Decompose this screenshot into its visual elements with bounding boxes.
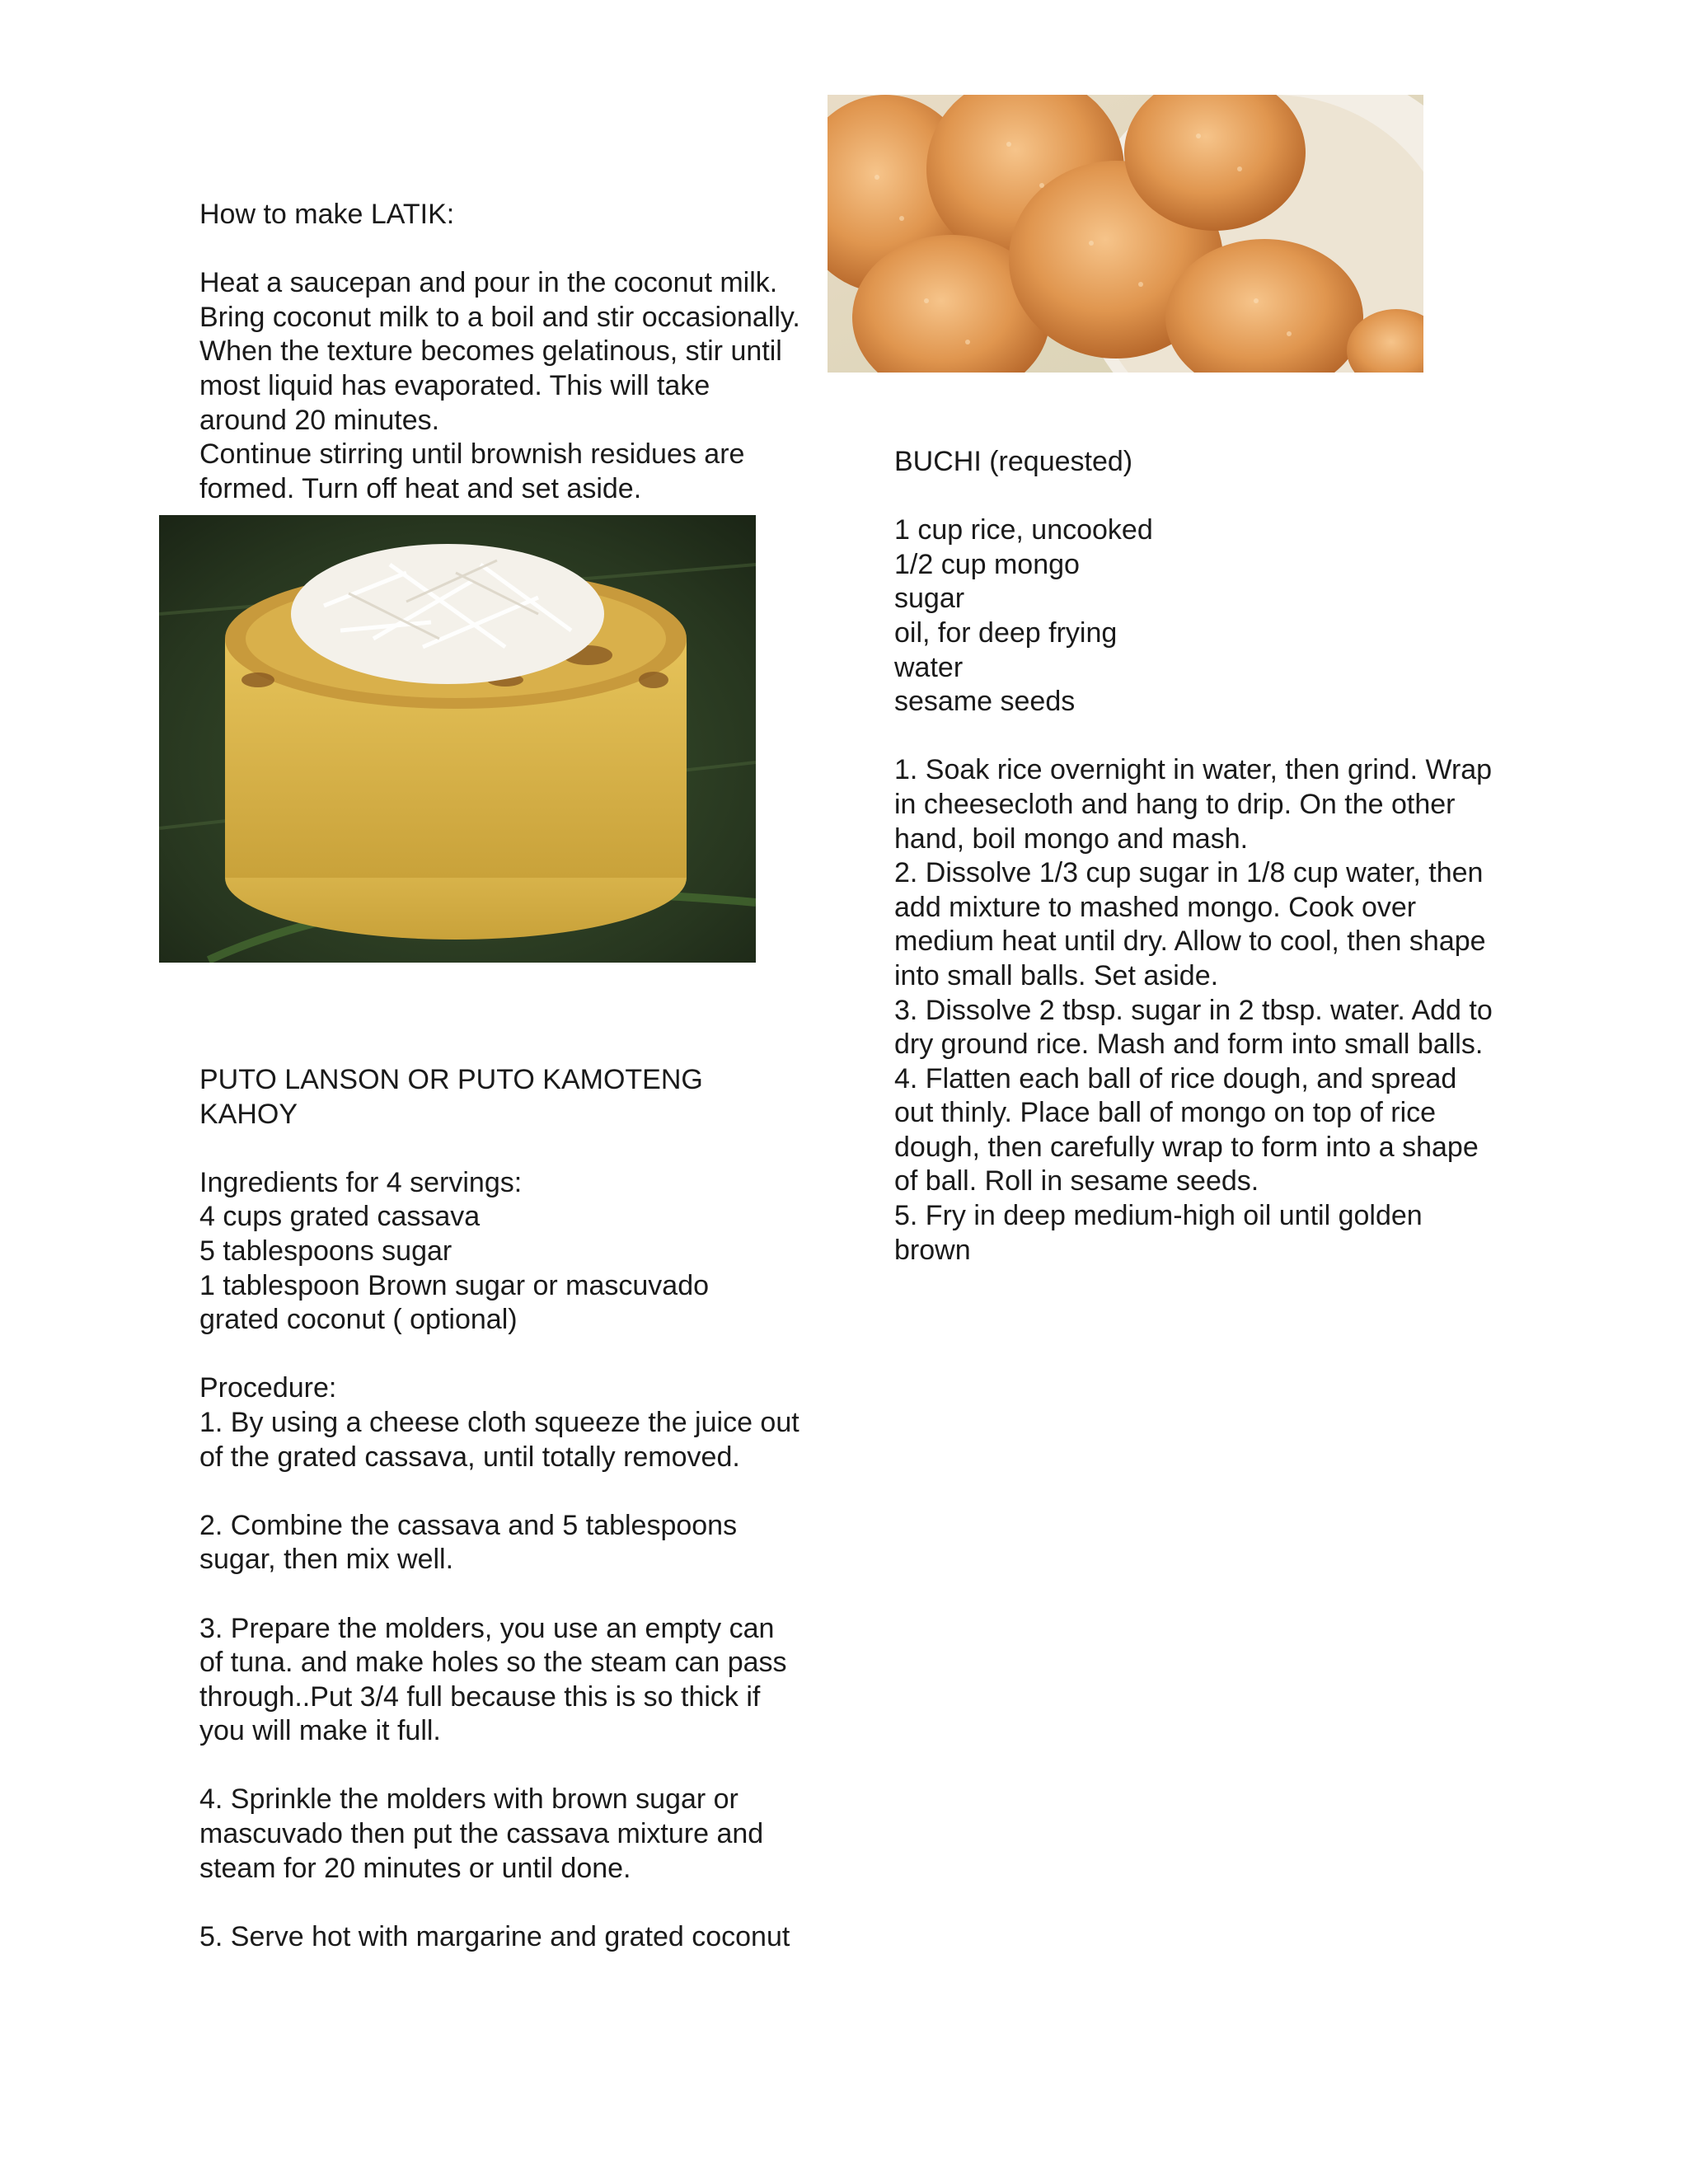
blank-line xyxy=(199,1474,809,1509)
procedure-step: 1. Soak rice overnight in water, then grind. Wrap xyxy=(894,754,1493,786)
procedure-step: 3. Prepare the molders, you use an empty can xyxy=(199,1612,775,1644)
procedure-step: 2. Dissolve 1/3 cup sugar in 1/8 cup water, then xyxy=(894,857,1484,889)
buchi-photo xyxy=(828,95,1423,373)
blank-line xyxy=(894,719,1529,754)
latik-line: Bring coconut milk to a boil and stir occasionally. xyxy=(199,301,800,333)
procedure-step: sugar, then mix well. xyxy=(199,1544,454,1576)
blank-line xyxy=(894,480,1529,514)
blank-line xyxy=(199,1886,809,1920)
procedure-step: medium heat until dry. Allow to cool, then shape xyxy=(894,926,1486,958)
latik-line: most liquid has evaporated. This will take xyxy=(199,369,710,401)
ingredient-item: water xyxy=(894,651,964,683)
procedure-step: of tuna. and make holes so the steam can pass xyxy=(199,1647,787,1679)
blank-line xyxy=(199,1749,809,1783)
latik-line: formed. Turn off heat and set aside. xyxy=(199,472,642,504)
ingredients-header: Ingredients for 4 servings: xyxy=(199,1166,523,1198)
puto-title: KAHOY xyxy=(199,1098,298,1130)
latik-line: around 20 minutes. xyxy=(199,404,440,436)
procedure-step: of the grated cassava, until totally removed. xyxy=(199,1441,740,1473)
ingredient-item: 1 cup rice, uncooked xyxy=(894,514,1153,546)
latik-line: When the texture becomes gelatinous, stir until xyxy=(199,335,782,368)
buchi-section xyxy=(894,445,1529,1268)
latik-line: Heat a saucepan and pour in the coconut milk. xyxy=(199,267,778,299)
procedure-step: mascuvado then put the cassava mixture and xyxy=(199,1818,764,1850)
procedure-step: out thinly. Place ball of mongo on top of rice xyxy=(894,1097,1437,1129)
ingredient-item: sesame seeds xyxy=(894,686,1076,718)
procedure-step: of ball. Roll in sesame seeds. xyxy=(894,1165,1259,1197)
puto-title: PUTO LANSON OR PUTO KAMOTENG xyxy=(199,1064,703,1095)
procedure-step: 2. Combine the cassava and 5 tablespoons xyxy=(199,1509,738,1541)
procedure-step: add mixture to mashed mongo. Cook over xyxy=(894,891,1417,923)
procedure-step: 1. By using a cheese cloth squeeze the juice out xyxy=(199,1406,799,1438)
procedure-step: steam for 20 minutes or until done. xyxy=(199,1852,631,1884)
procedure-step: 3. Dissolve 2 tbsp. sugar in 2 tbsp. water. Add to xyxy=(894,994,1493,1026)
procedure-step: through..Put 3/4 full because this is so thick if xyxy=(199,1680,761,1713)
blank-line xyxy=(199,1577,809,1612)
ingredient-item: sugar xyxy=(894,583,965,615)
latik-line: Continue stirring until brownish residues are xyxy=(199,438,745,471)
buchi-title: BUCHI (requested) xyxy=(894,446,1133,477)
procedure-step: in cheesecloth and hang to drip. On the other xyxy=(894,788,1456,820)
ingredient-item: 1 tablespoon Brown sugar or mascuvado xyxy=(199,1269,710,1301)
blank-line xyxy=(199,1338,809,1372)
procedure-step: 4. Flatten each ball of rice dough, and spread xyxy=(894,1062,1457,1094)
ingredient-item: 5 tablespoons sugar xyxy=(199,1235,452,1267)
puto-photo xyxy=(159,515,756,963)
procedure-step: dry ground rice. Mash and form into small balls. xyxy=(894,1029,1484,1061)
procedure-step: hand, boil mongo and mash. xyxy=(894,823,1249,855)
procedure-step: 5. Serve hot with margarine and grated coconut xyxy=(199,1920,790,1952)
procedure-step: dough, then carefully wrap to form into a shape xyxy=(894,1131,1479,1163)
puto-section xyxy=(199,1063,809,1954)
latik-section xyxy=(199,198,809,506)
procedure-step: 5. Fry in deep medium-high oil until golden xyxy=(894,1200,1423,1232)
ingredient-item: 1/2 cup mongo xyxy=(894,548,1080,580)
procedure-step: you will make it full. xyxy=(199,1715,441,1747)
blank-line xyxy=(199,1132,809,1166)
blank-line xyxy=(199,232,809,267)
procedure-step: into small balls. Set aside. xyxy=(894,959,1219,991)
procedure-step: 4. Sprinkle the molders with brown sugar or xyxy=(199,1783,738,1816)
ingredient-item: oil, for deep frying xyxy=(894,616,1118,649)
ingredient-item: 4 cups grated cassava xyxy=(199,1201,481,1233)
procedure-step: brown xyxy=(894,1234,971,1266)
latik-title: How to make LATIK: xyxy=(199,199,455,230)
ingredient-item: grated coconut ( optional) xyxy=(199,1304,518,1336)
procedure-header: Procedure: xyxy=(199,1372,337,1404)
